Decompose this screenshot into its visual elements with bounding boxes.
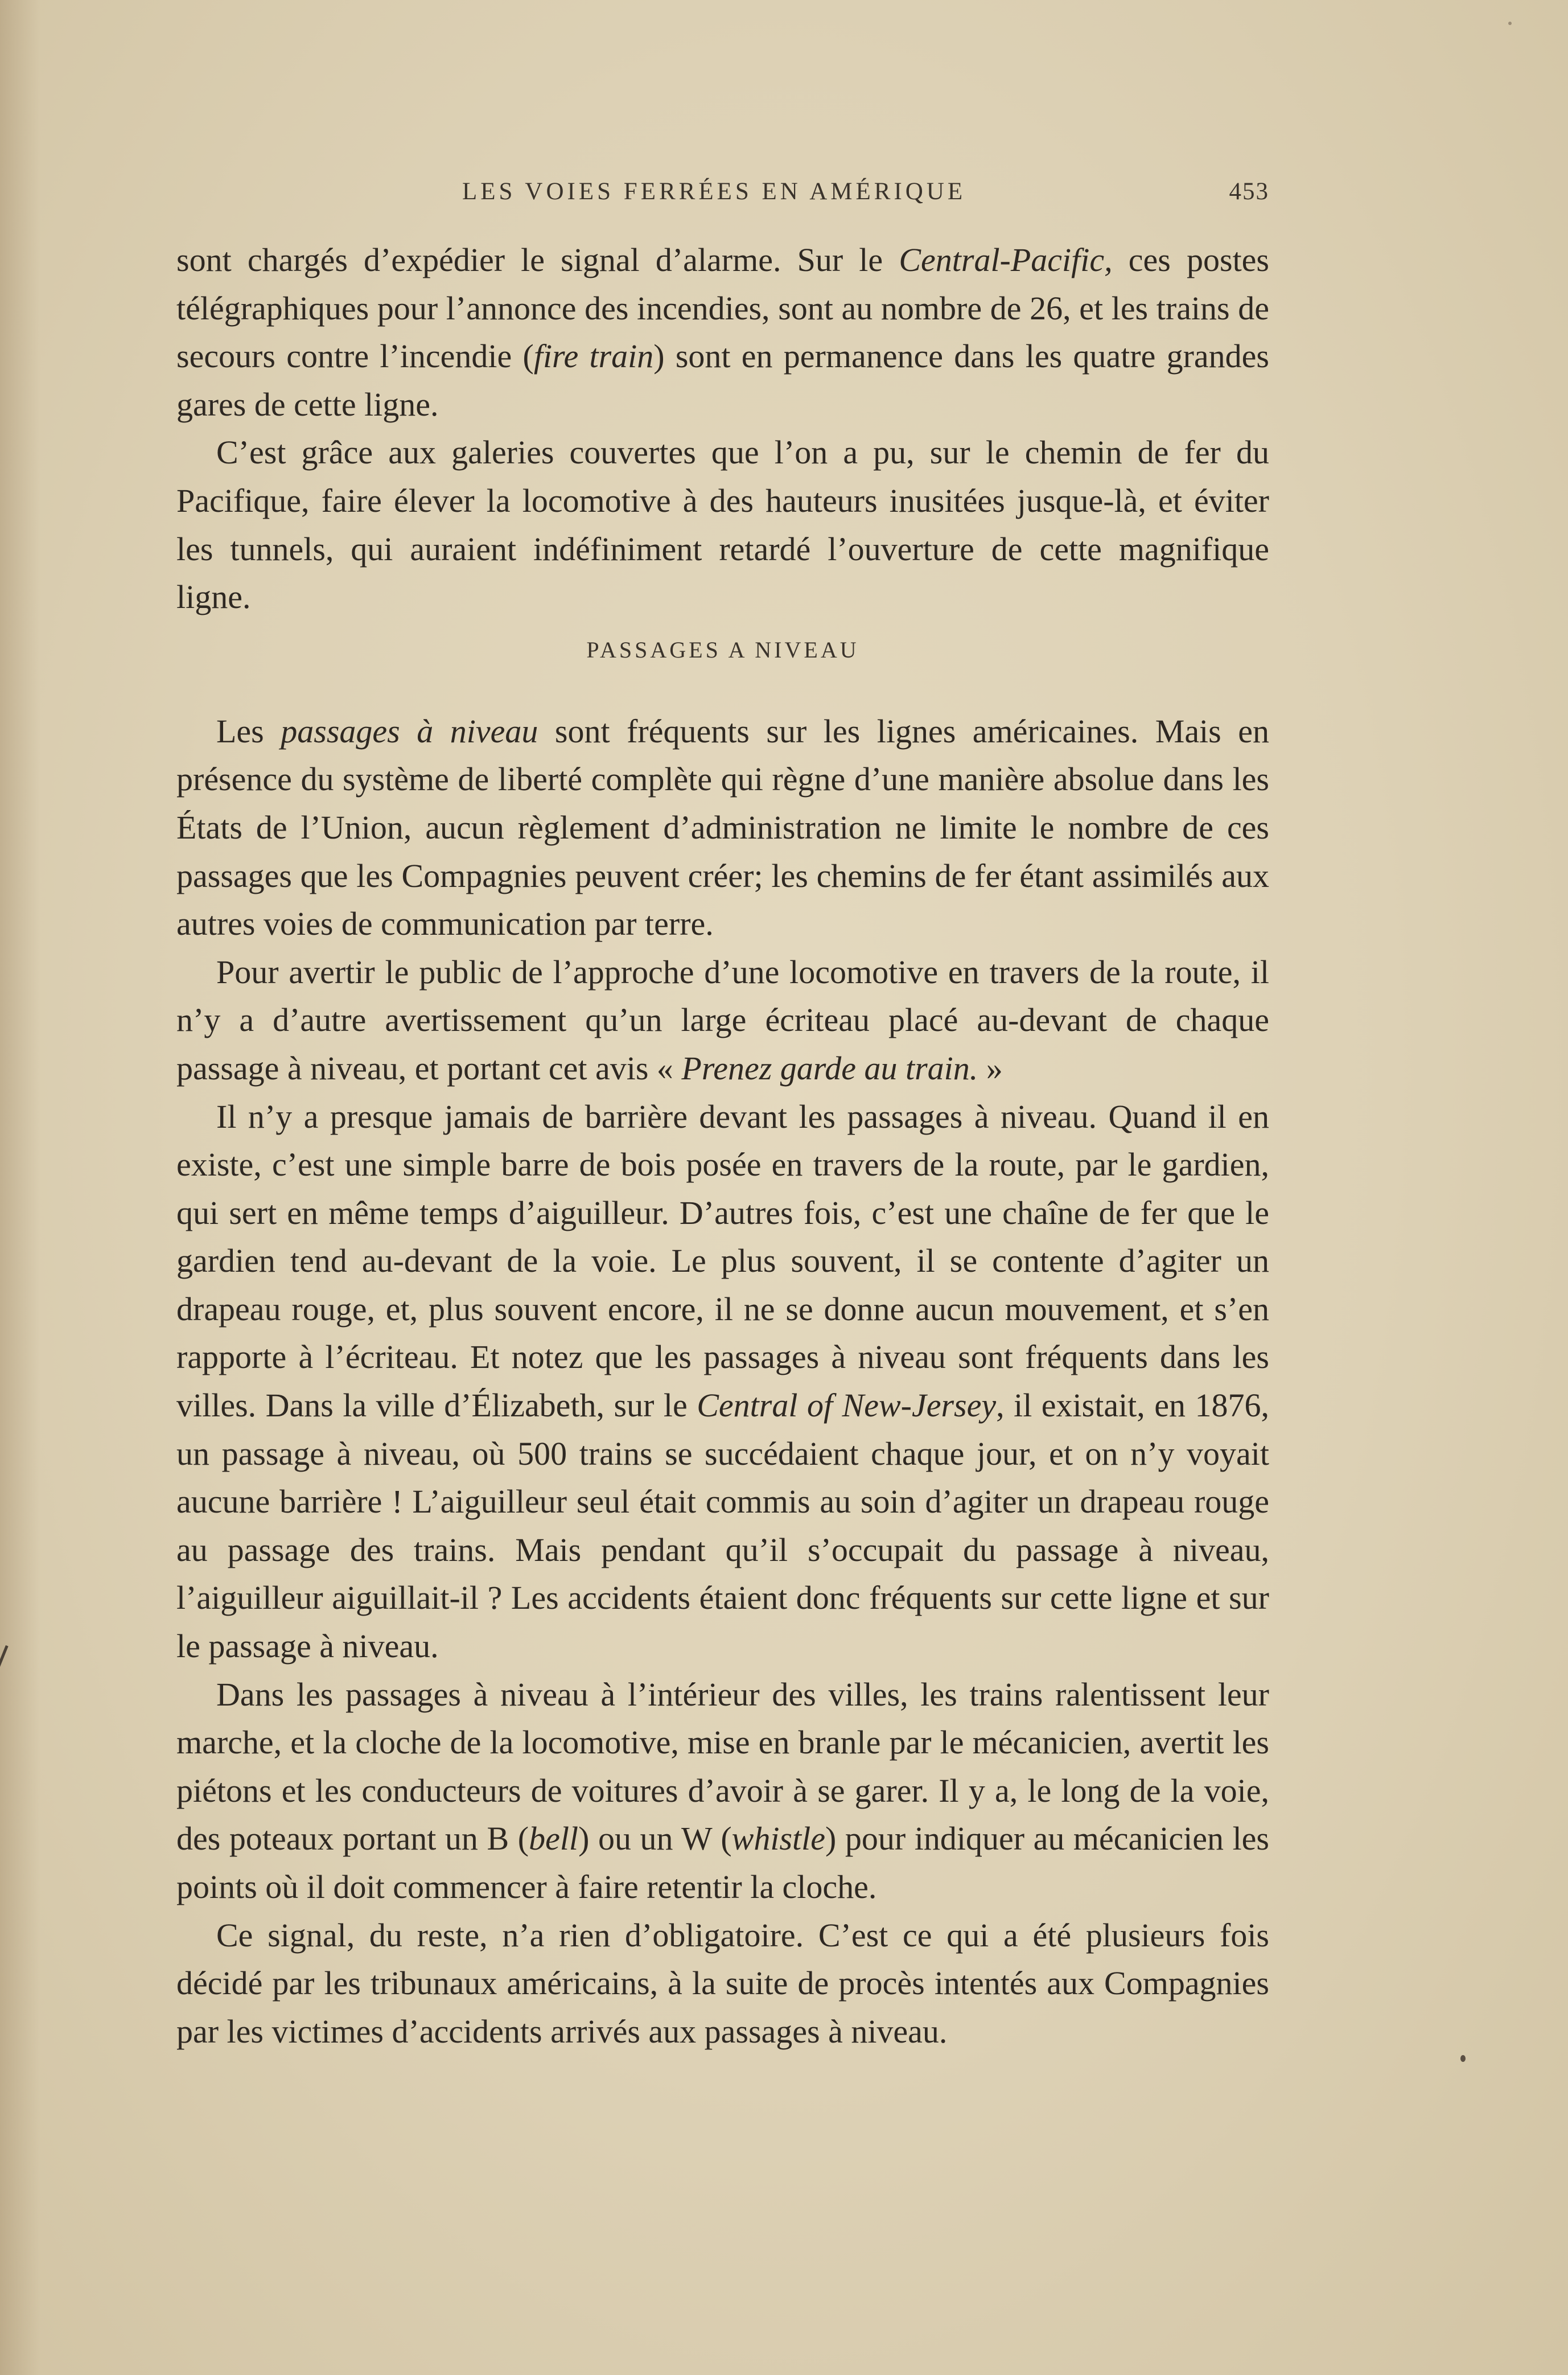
- paragraph-5: [176, 1093, 1269, 1671]
- paragraph-6: [176, 1671, 1269, 1912]
- paragraph-1-text-c: ces postes télégraphiques pour l’annonce des incendies, sont au nombre de 26, et les trains de secours contre l’incendie (: [176, 241, 1269, 375]
- paragraph-3-italic-passages: passages à niveau: [281, 712, 538, 750]
- paragraph-1-text-e: ) sont en permanence dans les quatre grandes gares de cette ligne.: [176, 338, 1269, 423]
- paragraph-7: Ce signal, du reste, n’a rien d’obligatoire. C’est ce qui a été plusieurs fois décidé par les tribunaux américains, à la suite de procès intentés aux Compagnies par les victimes d’accidents arrivés aux passages à niveau.: [176, 1916, 1269, 2050]
- paragraph-1-italic-fire-train: fire train: [533, 338, 654, 375]
- paragraph-1: [176, 236, 1269, 429]
- paragraph-5-italic-central-of-new-jersey: Central of New-Jersey: [697, 1387, 997, 1424]
- paragraph-6-text-a: Dans les passages à niveau à l’intérieur des villes, les trains ralentissent leur marche, et la cloche de la locomotive, mise en branle par le mécanicien, avertit les piétons et les conducteurs de voitures d’avoir à se garer. Il y a, le long de la voie, des poteaux portant un B (: [176, 1675, 1269, 1858]
- section-title: PASSAGES A NIVEAU: [586, 636, 859, 663]
- pencil-mark: [0, 1645, 9, 1725]
- paragraph-4-italic-prenez-garde: Prenez garde au train.: [681, 1049, 978, 1087]
- paragraph-1-text-a: sont chargés d’expédier le signal d’alarme. Sur le: [176, 241, 899, 278]
- paragraph-4-text-c: »: [978, 1049, 1003, 1087]
- paragraph-1-italic-central-pacific: Central-Pacific,: [899, 241, 1113, 278]
- paragraph-6-text-c: ) ou un W (: [578, 1820, 732, 1858]
- paragraph-4: [176, 948, 1269, 1093]
- paragraph-6-italic-whistle: whistle: [731, 1820, 825, 1858]
- running-title: LES VOIES FERRÉES EN AMÉRIQUE: [462, 178, 966, 205]
- paragraph-6-text-e: ) pour indiquer au mécanicien les points où il doit commencer à faire retentir la cloche.: [176, 1820, 1269, 1905]
- page-header: [176, 178, 1269, 212]
- paragraph-2: C’est grâce aux galeries couvertes que l’on a pu, sur le chemin de fer du Pacifique, faire élever la locomotive à des hauteurs inusitées jusque-là, et éviter les tunnels, qui auraient indéfiniment retardé l’ouverture de cette magnifique ligne.: [176, 434, 1269, 616]
- body-text: [176, 236, 1269, 2056]
- paragraph-4-text-a: Pour avertir le public de l’approche d’une locomotive en travers de la route, il n’y a d’autre avertissement qu’un large écriteau placé au-devant de chaque passage à niveau, et portant cet avis «: [176, 953, 1269, 1087]
- paragraph-6-italic-bell: bell: [529, 1820, 579, 1858]
- ink-speck-top: [1508, 22, 1512, 25]
- ink-speck: [1460, 2055, 1466, 2062]
- paragraph-5-text-a: Il n’y a presque jamais de barrière devant les passages à niveau. Quand il en existe, c’est une simple barre de bois posée en travers de la route, par le gardien, qui sert en même temps d’aiguilleur. D’autres fois, c’est une chaîne de fer que le gardien tend au-devant de la voie. Le plus souvent, il se contente d’agiter un drapeau rouge, et, plus souvent encore, il ne se donne aucun mouvement, et s’en rapporte à l’écriteau. Et notez que les passages à niveau sont fréquents dans les villes. Dans la ville d’Élizabeth, sur le: [176, 1098, 1269, 1424]
- paragraph-5-text-c: , il existait, en 1876, un passage à niveau, où 500 trains se succédaient chaque jour, et on n’y voyait aucune barrière ! L’aiguilleur seul était commis au soin d’agiter un drapeau rouge au passage des trains. Mais pendant qu’il s’occupait du passage à niveau, l’aiguilleur aiguillait-il ? Les accidents étaient donc fréquents sur cette ligne et sur le passage à niveau.: [176, 1387, 1270, 1665]
- page-number: 453: [1229, 178, 1269, 205]
- paragraph-3: [176, 708, 1269, 948]
- paragraph-3-text-c: sont fréquents sur les lignes américaines. Mais en présence du système de liberté complète qui règne d’une manière absolue dans les États de l’Union, aucun règlement d’administration ne limite le nombre de ces passages que les Compagnies peuvent créer; les chemins de fer étant assimilés aux autres voies de communication par terre.: [176, 712, 1270, 943]
- paragraph-3-text-a: Les: [216, 712, 281, 750]
